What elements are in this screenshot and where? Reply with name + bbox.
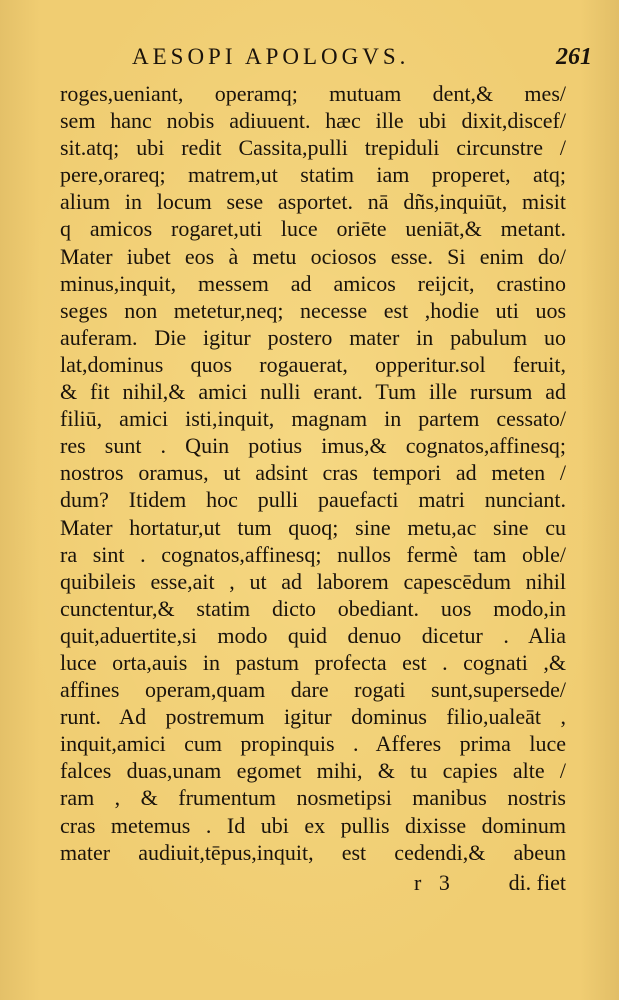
text-line: alium in locum sese asportet. nā dñs,inquiūt, misit: [60, 189, 566, 215]
text-line: filiū, amici isti,inquit, magnam in partem cessato/: [60, 406, 566, 432]
running-title: AESOPI APOLOGVS.: [132, 44, 410, 69]
text-line: & fit nihil,& amici nulli erant. Tum ille rursum ad: [60, 379, 566, 405]
text-line: inquit,amici cum propinquis . Afferes prima luce: [60, 731, 566, 757]
signature-mark: r 3: [414, 870, 456, 895]
text-line: auferam. Die igitur postero mater in pabulum uo: [60, 324, 566, 350]
text-line: Mater iubet eos à metu ociosos esse. Si enim do/: [60, 243, 566, 269]
text-line: seges non metetur,neq; necesse est ,hodie uti uos: [60, 297, 566, 323]
catchword: di. fiet: [508, 870, 566, 895]
text-line: ra sint . cognatos,affinesq; nullos fermè tam oble/: [60, 541, 566, 567]
text-line: lat,dominus quos rogauerat, opperitur.sol feruit,: [60, 351, 566, 377]
text-line: runt. Ad postremum igitur dominus filio,ualeāt ,: [60, 704, 566, 730]
text-line: falces duas,unam egomet mihi, & tu capies alte /: [60, 758, 566, 784]
text-line: minus,inquit, messem ad amicos reijcit, crastino: [60, 270, 566, 296]
text-line: ram , & frumentum nosmetipsi manibus nostris: [60, 785, 566, 811]
text-line: luce orta,auis in pastum profecta est . cognati ,&: [60, 649, 566, 675]
text-line: nostros oramus, ut adsint cras tempori ad meten /: [60, 460, 566, 486]
body-text: [60, 80, 566, 866]
text-line: quibileis esse,ait , ut ad laborem capescēdum nihil: [60, 568, 566, 594]
text-line: roges,ueniant, operamq; mutuam dent,& mes/: [60, 81, 566, 106]
page-footer: [60, 870, 566, 900]
text-line: Mater hortatur,ut tum quoq; sine metu,ac sine cu: [60, 514, 566, 540]
text-line: cras metemus . Id ubi ex pullis dixisse dominum: [60, 812, 566, 838]
text-line: sit.atq; ubi redit Cassita,pulli trepiduli circunstre /: [60, 135, 566, 161]
text-line: affines operam,quam dare rogati sunt,supersede/: [60, 677, 566, 703]
text-line: sem hanc nobis adiuuent. hæc ille ubi dixit,discef/: [60, 108, 566, 134]
page-number: 261: [556, 44, 592, 70]
text-line: mater audiuit,tēpus,inquit, est cedendi,& abeun: [60, 839, 566, 865]
page-header: [62, 44, 592, 76]
text-line: q amicos rogaret,uti luce oriēte ueniāt,& metant.: [60, 216, 566, 242]
text-line: dum? Itidem hoc pulli pauefacti matri nunciant.: [60, 487, 566, 513]
text-line: pere,orareq; matrem,ut statim iam properet, atq;: [60, 162, 566, 188]
text-line: quit,aduertite,si modo quid denuo dicetur . Alia: [60, 622, 566, 648]
text-line: res sunt . Quin potius imus,& cognatos,affinesq;: [60, 433, 566, 459]
text-line: cunctentur,& statim dicto obediant. uos modo,in: [60, 595, 566, 621]
